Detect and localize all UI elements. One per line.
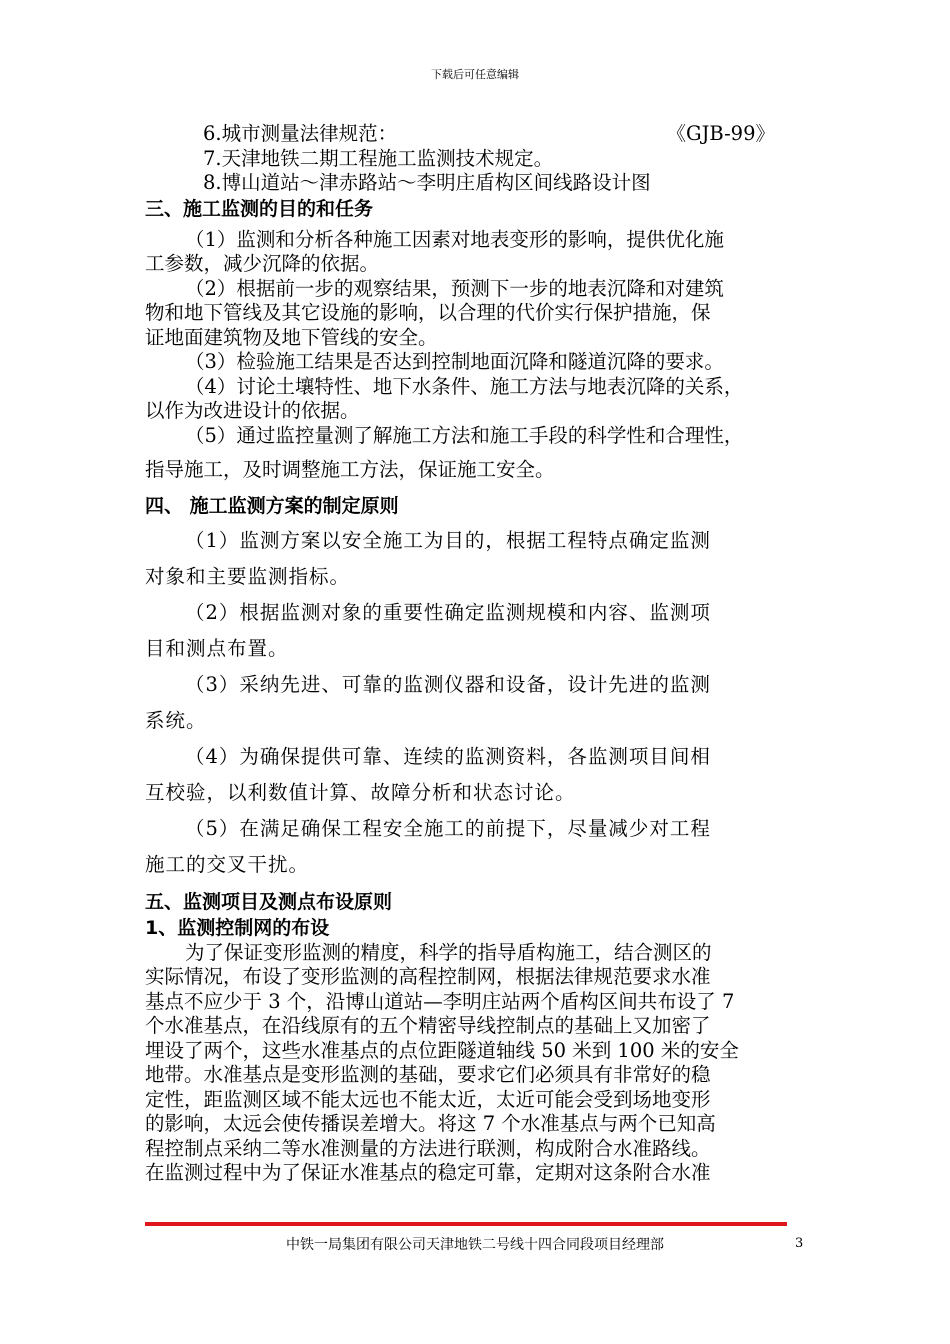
paragraph-line: 为了保证变形监测的精度，科学的指导盾构施工，结合测区的 — [185, 940, 712, 964]
paragraph-line: （3）采纳先进、可靠的监测仪器和设备，设计先进的监测 — [185, 672, 711, 696]
page-header: 下载后可任意编辑 — [431, 68, 519, 81]
paragraph-line: 定性，距监测区域不能太远也不能太近，太近可能会受到场地变形 — [145, 1087, 711, 1111]
paragraph-line: 的影响，太远会使传播误差增大。将这 7 个水准基点与两个已知高 — [145, 1112, 716, 1135]
paragraph-line: （2）根据监测对象的重要性确定监测规模和内容、监测项 — [185, 600, 711, 624]
reference-item — [145, 122, 809, 147]
document-body — [145, 122, 809, 1186]
paragraph-line: 程控制点采纳二等水准测量的方法进行联测，构成附合水准路线。 — [145, 1136, 711, 1160]
footer-divider — [145, 1222, 787, 1226]
reference-text: 6.城市测量法律规范： — [203, 122, 398, 145]
paragraph-line: 以作为改进设计的依据。 — [145, 399, 360, 422]
paragraph-line: 对象和主要监测指标。 — [145, 564, 351, 588]
section-heading: 三、施工监测的目的和任务 — [145, 197, 374, 220]
reference-item: 8.博山道站～津赤路站～李明庄盾构区间线路设计图 — [203, 171, 651, 194]
paragraph-line: 施工的交叉干扰。 — [145, 852, 310, 876]
paragraph-line: （4）为确保提供可靠、连续的监测资料，各监测项目间相 — [185, 744, 711, 768]
paragraph-line: 指导施工，及时调整施工方法，保证施工安全。 — [145, 458, 555, 481]
paragraph-line: 地带。水准基点是变形监测的基础，要求它们必须具有非常好的稳 — [145, 1063, 711, 1086]
page-number: 3 — [795, 1236, 804, 1251]
section-heading: 四、 施工监测方案的制定原则 — [145, 494, 399, 517]
footer-company: 中铁一局集团有限公司天津地铁二号线十四合同段项目经理部 — [286, 1237, 664, 1253]
paragraph-line: （5）通过监控量测了解施工方法和施工手段的科学性和合理性， — [185, 423, 744, 447]
paragraph-line: 实际情况，布设了变形监测的高程控制网，根据法律规范要求水准 — [145, 965, 711, 988]
paragraph-line: 基点不应少于 3 个，沿博山道站—李明庄站两个盾构区间共布设了 7 — [145, 989, 735, 1013]
reference-item: 7.天津地铁二期工程施工监测技术规定。 — [203, 146, 554, 170]
paragraph-line: （5）在满足确保工程安全施工的前提下，尽量减少对工程 — [185, 816, 711, 840]
paragraph-line: （4）讨论土壤特性、地下水条件、施工方法与地表沉降的关系， — [185, 374, 744, 398]
reference-code: 《GJB-99》 — [666, 122, 775, 145]
paragraph-line: （2）根据前一步的观察结果，预测下一步的地表沉降和对建筑 — [185, 276, 724, 300]
paragraph-line: 目和测点布置。 — [145, 636, 289, 660]
paragraph-line: （1）监测方案以安全施工为目的，根据工程特点确定监测 — [185, 528, 711, 552]
paragraph-line: 在监测过程中为了保证水准基点的稳定可靠，定期对这条附合水准 — [145, 1161, 711, 1184]
section-heading: 五、监测项目及测点布设原则 — [145, 890, 393, 913]
paragraph-line: 个水准基点，在沿线原有的五个精密导线控制点的基础上又加密了 — [145, 1014, 711, 1037]
subsection-heading: 1、监测控制网的布设 — [145, 916, 330, 939]
paragraph-line: （1）监测和分析各种施工因素对地表变形的影响，提供优化施 — [185, 227, 724, 251]
paragraph-line: 物和地下管线及其它设施的影响，以合理的代价实行保护措施，保 — [145, 301, 711, 324]
paragraph-line: 系统。 — [145, 708, 207, 732]
paragraph-line: （3）检验施工结果是否达到控制地面沉降和隧道沉降的要求。 — [185, 350, 724, 373]
paragraph-line: 工参数，减少沉降的依据。 — [145, 252, 380, 275]
paragraph-line: 埋设了两个，这些水准基点的点位距隧道轴线 50 米到 100 米的安全 — [145, 1038, 739, 1062]
paragraph-line: 互校验，以利数值计算、故障分析和状态讨论。 — [145, 780, 576, 804]
paragraph-line: 证地面建筑物及地下管线的安全。 — [145, 325, 438, 349]
